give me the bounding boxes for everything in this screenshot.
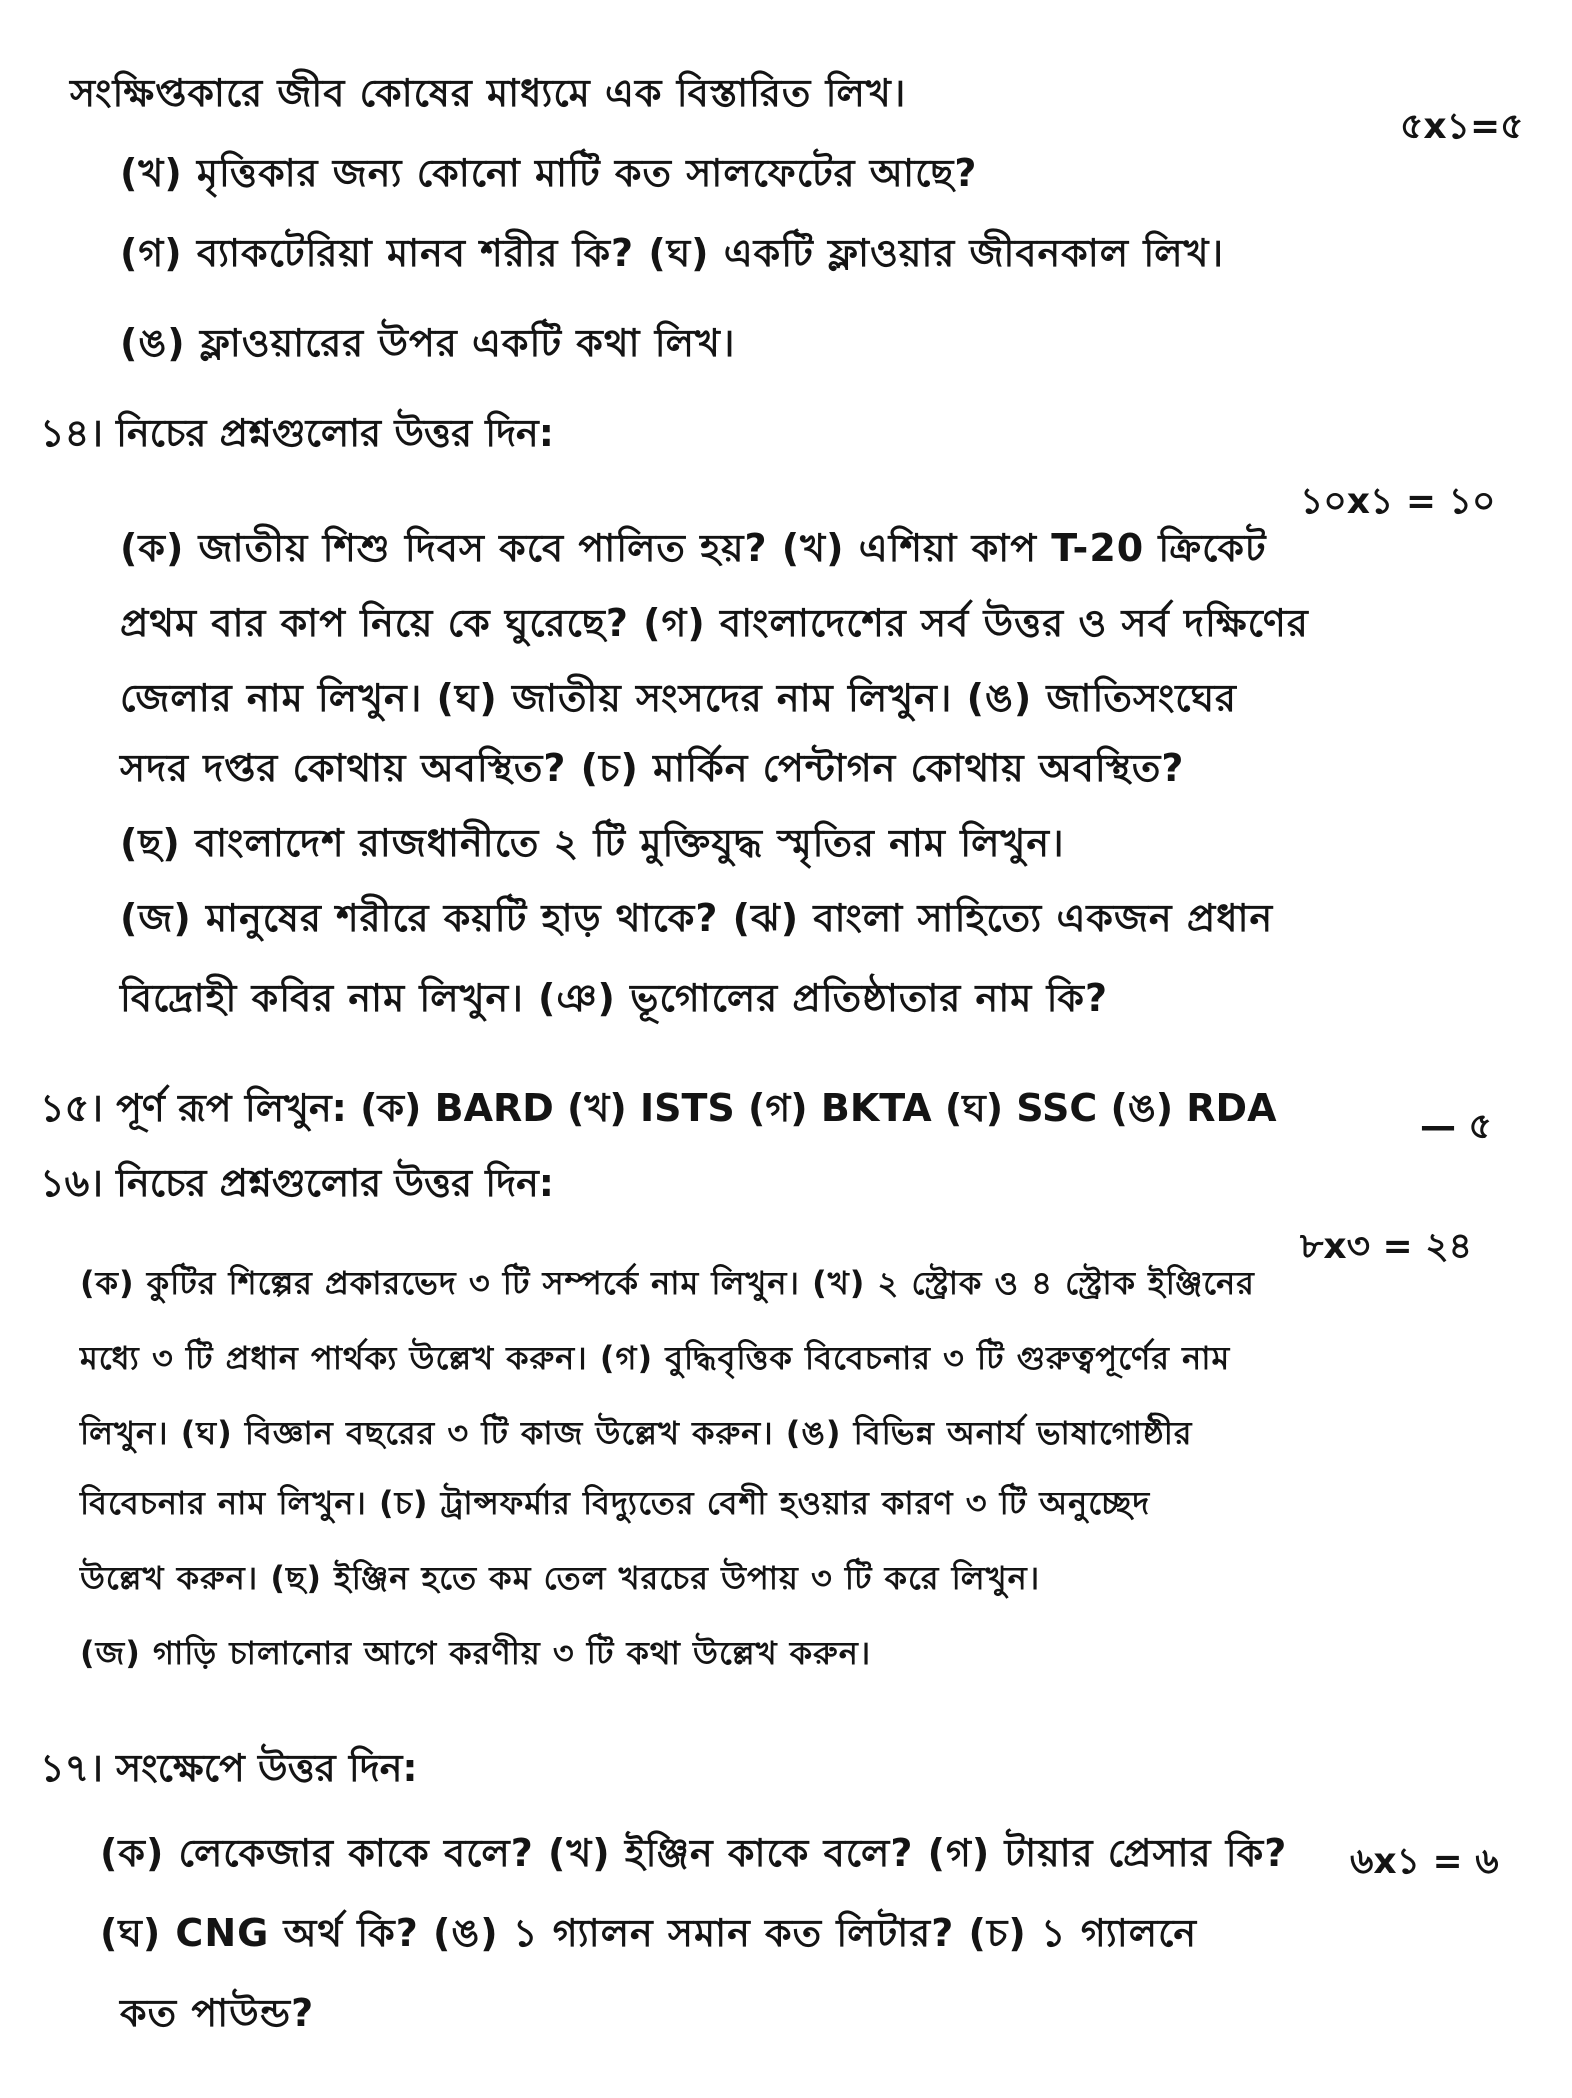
question-line: (জ) মানুষের শরীরে কয়টি হাড় থাকে? (ঝ) বাংলা সাহিত্যে একজন প্রধান — [120, 896, 1274, 940]
question-line: (ঙ) ফ্লাওয়ারের উপর একটি কথা লিখ। — [120, 321, 736, 365]
question-heading: ১৬। নিচের প্রশ্নগুলোর উত্তর দিন: — [40, 1161, 554, 1205]
marks-label: ৫x১=৫ — [1400, 106, 1524, 147]
question-line: মধ্যে ৩ টি প্রধান পার্থক্য উল্লেখ করুন। (গ) বুদ্ধিবৃত্তিক বিবেচনার ৩ টি গুরুত্বপূর্ণের নাম — [80, 1339, 1231, 1377]
question-line: (ক) লেকেজার কাকে বলে? (খ) ইঞ্জিন কাকে বলে? (গ) টায়ার প্রেসার কি? — [100, 1831, 1288, 1875]
question-line: প্রথম বার কাপ নিয়ে কে ঘুরেছে? (গ) বাংলাদেশের সর্ব উত্তর ও সর্ব দক্ষিণের — [120, 601, 1309, 645]
marks-label: — ৫ — [1420, 1106, 1492, 1147]
question-line: (ছ) বাংলাদেশ রাজধানীতে ২ টি মুক্তিযুদ্ধ স্মৃতির নাম লিখুন। — [120, 821, 1065, 865]
question-line: (ক) কুটির শিল্পের প্রকারভেদ ৩ টি সম্পর্কে নাম লিখুন। (খ) ২ স্ট্রোক ও ৪ স্ট্রোক ইঞ্জিনের — [80, 1264, 1255, 1302]
question-line: বিবেচনার নাম লিখুন। (চ) ট্রান্সফর্মার বিদ্যুতের বেশী হওয়ার কারণ ৩ টি অনুচ্ছেদ — [80, 1484, 1151, 1522]
question-line: (খ) মৃত্তিকার জন্য কোনো মাটি কত সালফেটের আছে? — [120, 151, 978, 195]
question-line: বিদ্রোহী কবির নাম লিখুন। (ঞ) ভূগোলের প্রতিষ্ঠাতার নাম কি? — [120, 976, 1109, 1020]
question-line: (ক) জাতীয় শিশু দিবস কবে পালিত হয়? (খ) এশিয়া কাপ T-20 ক্রিকেট — [120, 526, 1267, 570]
question-line: কত পাউন্ড? — [120, 1991, 315, 2035]
question-line: (ঘ) CNG অর্থ কি? (ঙ) ১ গ্যালন সমান কত লিটার? (চ) ১ গ্যালনে — [100, 1911, 1198, 1955]
marks-label: ৬x১ = ৬ — [1350, 1841, 1499, 1882]
marks-label: ১০x১ = ১০ — [1300, 481, 1496, 522]
question-line: লিখুন। (ঘ) বিজ্ঞান বছরের ৩ টি কাজ উল্লেখ করুন। (ঙ) বিভিন্ন অনার্য ভাষাগোষ্ঠীর — [80, 1414, 1193, 1452]
question-line: সদর দপ্তর কোথায় অবস্থিত? (চ) মার্কিন পেন্টাগন কোথায় অবস্থিত? — [120, 746, 1185, 790]
question-heading: ১৭। সংক্ষেপে উত্তর দিন: — [40, 1746, 418, 1790]
question-line: উল্লেখ করুন। (ছ) ইঞ্জিন হতে কম তেল খরচের উপায় ৩ টি করে লিখুন। — [80, 1559, 1041, 1597]
marks-label: ৮x৩ = ২৪ — [1300, 1226, 1472, 1267]
question-heading: ১৫। পূর্ণ রূপ লিখুন: (ক) BARD (খ) ISTS (গ) BKTA (ঘ) SSC (ঙ) RDA — [40, 1086, 1277, 1130]
question-heading: ১৪। নিচের প্রশ্নগুলোর উত্তর দিন: — [40, 411, 554, 455]
question-line: (জ) গাড়ি চালানোর আগে করণীয় ৩ টি কথা উল্লেখ করুন। — [80, 1634, 872, 1672]
question-line: জেলার নাম লিখুন। (ঘ) জাতীয় সংসদের নাম লিখুন। (ঙ) জাতিসংঘের — [120, 676, 1237, 720]
question-line: সংক্ষিপ্তকারে জীব কোষের মাধ্যমে এক বিস্তারিত লিখ। — [70, 71, 907, 115]
question-line: (গ) ব্যাকটেরিয়া মানব শরীর কি? (ঘ) একটি ফ্লাওয়ার জীবনকাল লিখ। — [120, 231, 1225, 275]
